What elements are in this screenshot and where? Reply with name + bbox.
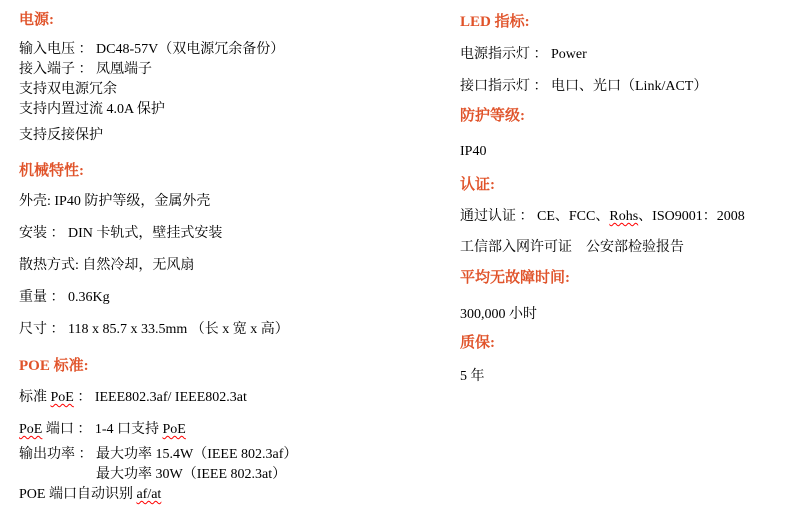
poe-standard-prefix: 标准 xyxy=(19,390,51,405)
poe-ports-text: 端口 ： 1-4 口支持 xyxy=(42,422,163,437)
spec-weight: 重量 ： 0.36Kg xyxy=(19,290,110,305)
section-heading-warranty: 质保: xyxy=(460,335,495,351)
section-heading-power: 电源: xyxy=(19,12,54,28)
output-power-af: 最大功率 15.4W（IEEE 802.3af） xyxy=(96,447,298,462)
certifications-prefix: 通过认证 ： CE、FCC、 xyxy=(460,209,610,224)
spec-protection-rating: IP40 xyxy=(460,144,487,159)
spec-output-power xyxy=(19,445,449,485)
output-power-label: 输出功率 ： xyxy=(19,447,96,462)
misspelling-underline-rohs: Rohs xyxy=(609,209,639,224)
spec-dimensions: 尺寸 ： 118 x 85.7 x 33.5mm （长 x 宽 x 高） xyxy=(19,322,289,337)
spec-cooling: 散热方式: 自然冷却，无风扇 xyxy=(19,258,195,273)
left-column xyxy=(19,0,449,505)
section-heading-protection: 防护等级: xyxy=(460,108,525,124)
spec-poe-standard xyxy=(19,388,449,408)
poe-standard-value: ： IEEE802.3af/ IEEE802.3at xyxy=(73,390,247,405)
section-heading-mtbf: 平均无故障时间: xyxy=(460,270,570,286)
misspelling-underline-poe: PoE xyxy=(50,390,74,405)
spec-certifications xyxy=(460,207,785,227)
right-column xyxy=(460,0,785,387)
spec-power-led: 电源指示灯 ： Power xyxy=(460,47,587,62)
certifications-rest: 、ISO9001：2008 xyxy=(638,209,745,224)
spec-input-voltage: 输入电压 ： DC48-57V（双电源冗余备份） xyxy=(19,42,285,57)
misspelling-underline-afat: af/at xyxy=(136,487,162,502)
spec-dual-redundancy: 支持双电源冗余 xyxy=(19,82,117,97)
spec-port-led: 接口指示灯 ： 电口、光口（Link/ACT） xyxy=(460,79,708,94)
spec-mount: 安装 ： DIN 卡轨式，壁挂式安装 xyxy=(19,226,223,241)
spec-mtbf-value: 300,000 小时 xyxy=(460,307,537,322)
spec-warranty-value: 5 年 xyxy=(460,369,485,384)
poe-auto-detect-text: POE 端口自动识别 xyxy=(19,487,137,502)
section-heading-mechanical: 机械特性: xyxy=(19,163,84,179)
output-power-at: 最大功率 30W（IEEE 802.3at） xyxy=(96,467,287,482)
spec-overcurrent: 支持内置过流 4.0A 保护 xyxy=(19,102,165,117)
misspelling-underline-poe: PoE xyxy=(162,422,186,437)
spec-reverse-protection: 支持反接保护 xyxy=(19,128,103,143)
misspelling-underline-poe: PoE xyxy=(19,422,43,437)
spec-shell: 外壳: IP40 防护等级，金属外壳 xyxy=(19,194,211,209)
spec-poe-auto-detect xyxy=(19,485,449,505)
section-heading-led: LED 指标: xyxy=(460,14,530,30)
spec-terminal: 接入端子 ： 凤凰端子 xyxy=(19,62,152,77)
section-heading-certification: 认证: xyxy=(460,177,495,193)
output-power-values xyxy=(96,445,297,485)
section-heading-poe-standard: POE 标准: xyxy=(19,358,89,374)
spec-poe-ports xyxy=(19,420,449,440)
spec-licenses: 工信部入网许可证 公安部检验报告 xyxy=(460,240,684,255)
